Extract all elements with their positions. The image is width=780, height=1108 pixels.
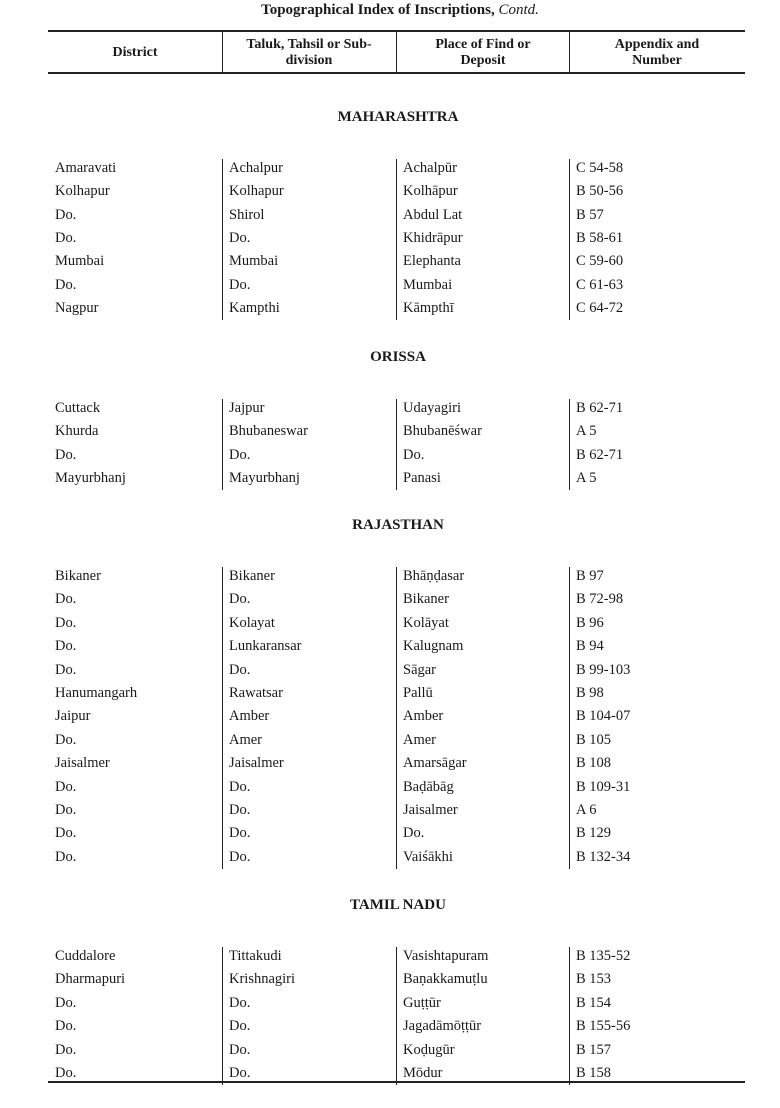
place-cell: Udayagiri xyxy=(403,400,461,416)
appendix-cell: B 157 xyxy=(576,1041,612,1058)
taluk-cell: Jaisalmer xyxy=(229,755,284,772)
table-row xyxy=(0,297,780,320)
place-cell: Guṭṭūr xyxy=(403,994,441,1011)
district-cell: Do. xyxy=(55,731,77,748)
column-rule xyxy=(222,399,223,490)
district-cell: Do. xyxy=(55,994,77,1011)
district-cell: Do. xyxy=(55,1065,77,1081)
place-cell: Koḍugūr xyxy=(403,1041,455,1058)
table-row xyxy=(0,274,780,297)
appendix-cell: B 153 xyxy=(576,971,612,988)
taluk-cell: Do. xyxy=(229,229,251,246)
taluk-cell: Krishnagiri xyxy=(229,971,296,988)
table-row xyxy=(0,945,780,968)
place-cell: Amarsāgar xyxy=(403,755,467,772)
place-cell: Panasi xyxy=(403,469,441,486)
header-separator xyxy=(569,30,570,72)
table-row xyxy=(0,752,780,775)
appendix-cell: B 154 xyxy=(576,994,612,1011)
taluk-cell: Tittakudi xyxy=(229,948,282,964)
column-rule xyxy=(396,159,397,320)
table-row xyxy=(0,799,780,822)
header-separator xyxy=(222,30,223,72)
district-cell: Cuttack xyxy=(55,400,101,416)
taluk-cell: Do. xyxy=(229,778,251,795)
district-cell: Do. xyxy=(55,661,77,678)
table-row xyxy=(0,180,780,203)
column-rule xyxy=(569,567,570,869)
header-taluk: Taluk, Tahsil or Sub-division xyxy=(246,37,372,68)
place-cell: Khidrāpur xyxy=(403,229,463,246)
district-cell: Cuddalore xyxy=(55,948,116,964)
appendix-cell: C 54-58 xyxy=(576,160,624,176)
table-row xyxy=(0,444,780,467)
place-cell: Abdul Lat xyxy=(403,206,463,223)
appendix-cell: B 132-34 xyxy=(576,848,631,865)
taluk-cell: Do. xyxy=(229,446,251,463)
district-cell: Do. xyxy=(55,229,77,246)
place-cell: Kalugnam xyxy=(403,638,464,655)
appendix-cell: B 135-52 xyxy=(576,948,631,964)
appendix-cell: B 62-71 xyxy=(576,446,624,463)
column-rule xyxy=(396,947,397,1085)
district-cell: Khurda xyxy=(55,423,99,440)
page-title xyxy=(0,2,780,19)
place-cell: Sāgar xyxy=(403,661,437,678)
place-cell: Pallū xyxy=(403,685,433,701)
header-district: District xyxy=(112,45,158,60)
district-cell: Do. xyxy=(55,638,77,655)
district-cell: Dharmapuri xyxy=(55,971,126,988)
place-cell: Baḍābāg xyxy=(403,778,454,795)
column-rule xyxy=(569,947,570,1085)
taluk-cell: Do. xyxy=(229,1041,251,1058)
column-rule xyxy=(569,159,570,320)
column-rule xyxy=(396,399,397,490)
column-rule xyxy=(222,159,223,320)
table-row xyxy=(0,397,780,420)
district-cell: Do. xyxy=(55,848,77,865)
appendix-cell: B 99-103 xyxy=(576,661,631,678)
district-cell: Do. xyxy=(55,446,77,463)
taluk-cell: Do. xyxy=(229,1018,251,1035)
appendix-cell: B 158 xyxy=(576,1065,612,1081)
appendix-cell: B 62-71 xyxy=(576,400,624,416)
table-row xyxy=(0,822,780,845)
district-cell: Hanumangarh xyxy=(55,685,138,701)
taluk-cell: Do. xyxy=(229,591,251,608)
district-cell: Do. xyxy=(55,591,77,608)
table-row xyxy=(0,227,780,250)
place-cell: Amer xyxy=(403,731,437,748)
taluk-cell: Do. xyxy=(229,661,251,678)
table-row xyxy=(0,682,780,705)
taluk-cell: Lunkaransar xyxy=(229,638,302,655)
table-row xyxy=(0,467,780,490)
taluk-cell: Kolhapur xyxy=(229,183,284,200)
place-cell: Amber xyxy=(403,708,444,725)
table-row xyxy=(0,968,780,991)
place-cell: Bhāṇḍasar xyxy=(403,568,465,584)
taluk-cell: Do. xyxy=(229,802,251,818)
place-cell: Jaisalmer xyxy=(403,802,458,818)
section-title: TAMIL NADU xyxy=(350,897,446,913)
district-cell: Do. xyxy=(55,802,77,818)
table-row xyxy=(0,612,780,635)
appendix-cell: B 58-61 xyxy=(576,229,624,246)
district-cell: Do. xyxy=(55,1041,77,1058)
district-cell: Do. xyxy=(55,778,77,795)
table-row xyxy=(0,659,780,682)
header-separator xyxy=(396,30,397,72)
district-cell: Do. xyxy=(55,206,77,223)
appendix-cell: B 96 xyxy=(576,614,604,631)
district-cell: Do. xyxy=(55,825,77,842)
taluk-cell: Bhubaneswar xyxy=(229,423,308,440)
appendix-cell: A 5 xyxy=(576,423,597,440)
appendix-cell: B 97 xyxy=(576,568,604,584)
district-cell: Bikaner xyxy=(55,568,101,584)
table-row xyxy=(0,705,780,728)
appendix-cell: B 50-56 xyxy=(576,183,624,200)
appendix-cell: B 98 xyxy=(576,685,604,701)
taluk-cell: Mumbai xyxy=(229,253,279,270)
place-cell: Mumbai xyxy=(403,276,453,293)
table-row xyxy=(0,204,780,227)
table-row xyxy=(0,635,780,658)
appendix-cell: A 6 xyxy=(576,802,597,818)
appendix-cell: B 94 xyxy=(576,638,604,655)
taluk-cell: Kolayat xyxy=(229,614,275,631)
district-cell: Do. xyxy=(55,1018,77,1035)
district-cell: Kolhapur xyxy=(55,183,110,200)
table-row xyxy=(0,250,780,273)
table-row xyxy=(0,1015,780,1038)
appendix-cell: C 61-63 xyxy=(576,276,624,293)
section-title: MAHARASHTRA xyxy=(337,109,459,125)
taluk-cell: Do. xyxy=(229,994,251,1011)
district-cell: Jaipur xyxy=(55,708,91,725)
place-cell: Baṇakkamuṭlu xyxy=(403,971,488,988)
appendix-cell: B 155-56 xyxy=(576,1018,631,1035)
header-place: Place of Find or Deposit xyxy=(435,37,531,68)
district-cell: Do. xyxy=(55,614,77,631)
column-rule xyxy=(569,399,570,490)
appendix-cell: B 72-98 xyxy=(576,591,624,608)
appendix-cell: B 129 xyxy=(576,825,612,842)
taluk-cell: Do. xyxy=(229,825,251,842)
district-cell: Jaisalmer xyxy=(55,755,110,772)
table-row xyxy=(0,565,780,588)
table-row xyxy=(0,588,780,611)
column-rule xyxy=(396,567,397,869)
taluk-cell: Achalpur xyxy=(229,160,283,176)
taluk-cell: Rawatsar xyxy=(229,685,283,701)
section-title: RAJASTHAN xyxy=(352,517,444,533)
district-cell: Amaravati xyxy=(55,160,117,176)
place-cell: Vasishtapuram xyxy=(403,948,489,964)
place-cell: Bikaner xyxy=(403,591,449,608)
district-cell: Nagpur xyxy=(55,299,99,316)
taluk-cell: Do. xyxy=(229,276,251,293)
place-cell: Jagadāmōṭṭūr xyxy=(403,1018,482,1035)
taluk-cell: Do. xyxy=(229,848,251,865)
table-bottom-rule xyxy=(48,1081,745,1083)
column-rule xyxy=(222,947,223,1085)
title-text: Topographical Index of Inscriptions, xyxy=(261,2,495,18)
header-bottom-rule xyxy=(48,72,745,74)
table-row xyxy=(0,992,780,1015)
appendix-cell: C 59-60 xyxy=(576,253,624,270)
table-row xyxy=(0,729,780,752)
table-row xyxy=(0,420,780,443)
place-cell: Bhubanēśwar xyxy=(403,423,482,440)
appendix-cell: A 5 xyxy=(576,469,597,486)
place-cell: Do. xyxy=(403,825,425,842)
header-appendix: Appendix and Number xyxy=(614,37,700,68)
appendix-cell: B 57 xyxy=(576,206,604,223)
taluk-cell: Bikaner xyxy=(229,568,275,584)
taluk-cell: Jajpur xyxy=(229,400,265,416)
appendix-cell: B 105 xyxy=(576,731,612,748)
table-row xyxy=(0,1039,780,1062)
table-row xyxy=(0,157,780,180)
appendix-cell: B 104-07 xyxy=(576,708,631,725)
place-cell: Vaiśākhi xyxy=(403,848,453,865)
place-cell: Elephanta xyxy=(403,253,461,270)
taluk-cell: Amer xyxy=(229,731,263,748)
district-cell: Mumbai xyxy=(55,253,105,270)
place-cell: Kāmpthī xyxy=(403,299,454,316)
place-cell: Do. xyxy=(403,446,425,463)
taluk-cell: Shirol xyxy=(229,206,265,223)
district-cell: Mayurbhanj xyxy=(55,469,126,486)
appendix-cell: B 109-31 xyxy=(576,778,631,795)
column-rule xyxy=(222,567,223,869)
taluk-cell: Do. xyxy=(229,1065,251,1081)
section-title: ORISSA xyxy=(370,349,426,365)
appendix-cell: B 108 xyxy=(576,755,612,772)
district-cell: Do. xyxy=(55,276,77,293)
taluk-cell: Amber xyxy=(229,708,270,725)
table-row xyxy=(0,846,780,869)
taluk-cell: Kampthi xyxy=(229,299,280,316)
appendix-cell: C 64-72 xyxy=(576,299,624,316)
taluk-cell: Mayurbhanj xyxy=(229,469,300,486)
place-cell: Achalpūr xyxy=(403,160,457,176)
place-cell: Mōdur xyxy=(403,1065,443,1081)
title-contd: Contd. xyxy=(498,2,539,18)
place-cell: Kolhāpur xyxy=(403,183,458,200)
place-cell: Kolāyat xyxy=(403,614,449,631)
table-row xyxy=(0,776,780,799)
